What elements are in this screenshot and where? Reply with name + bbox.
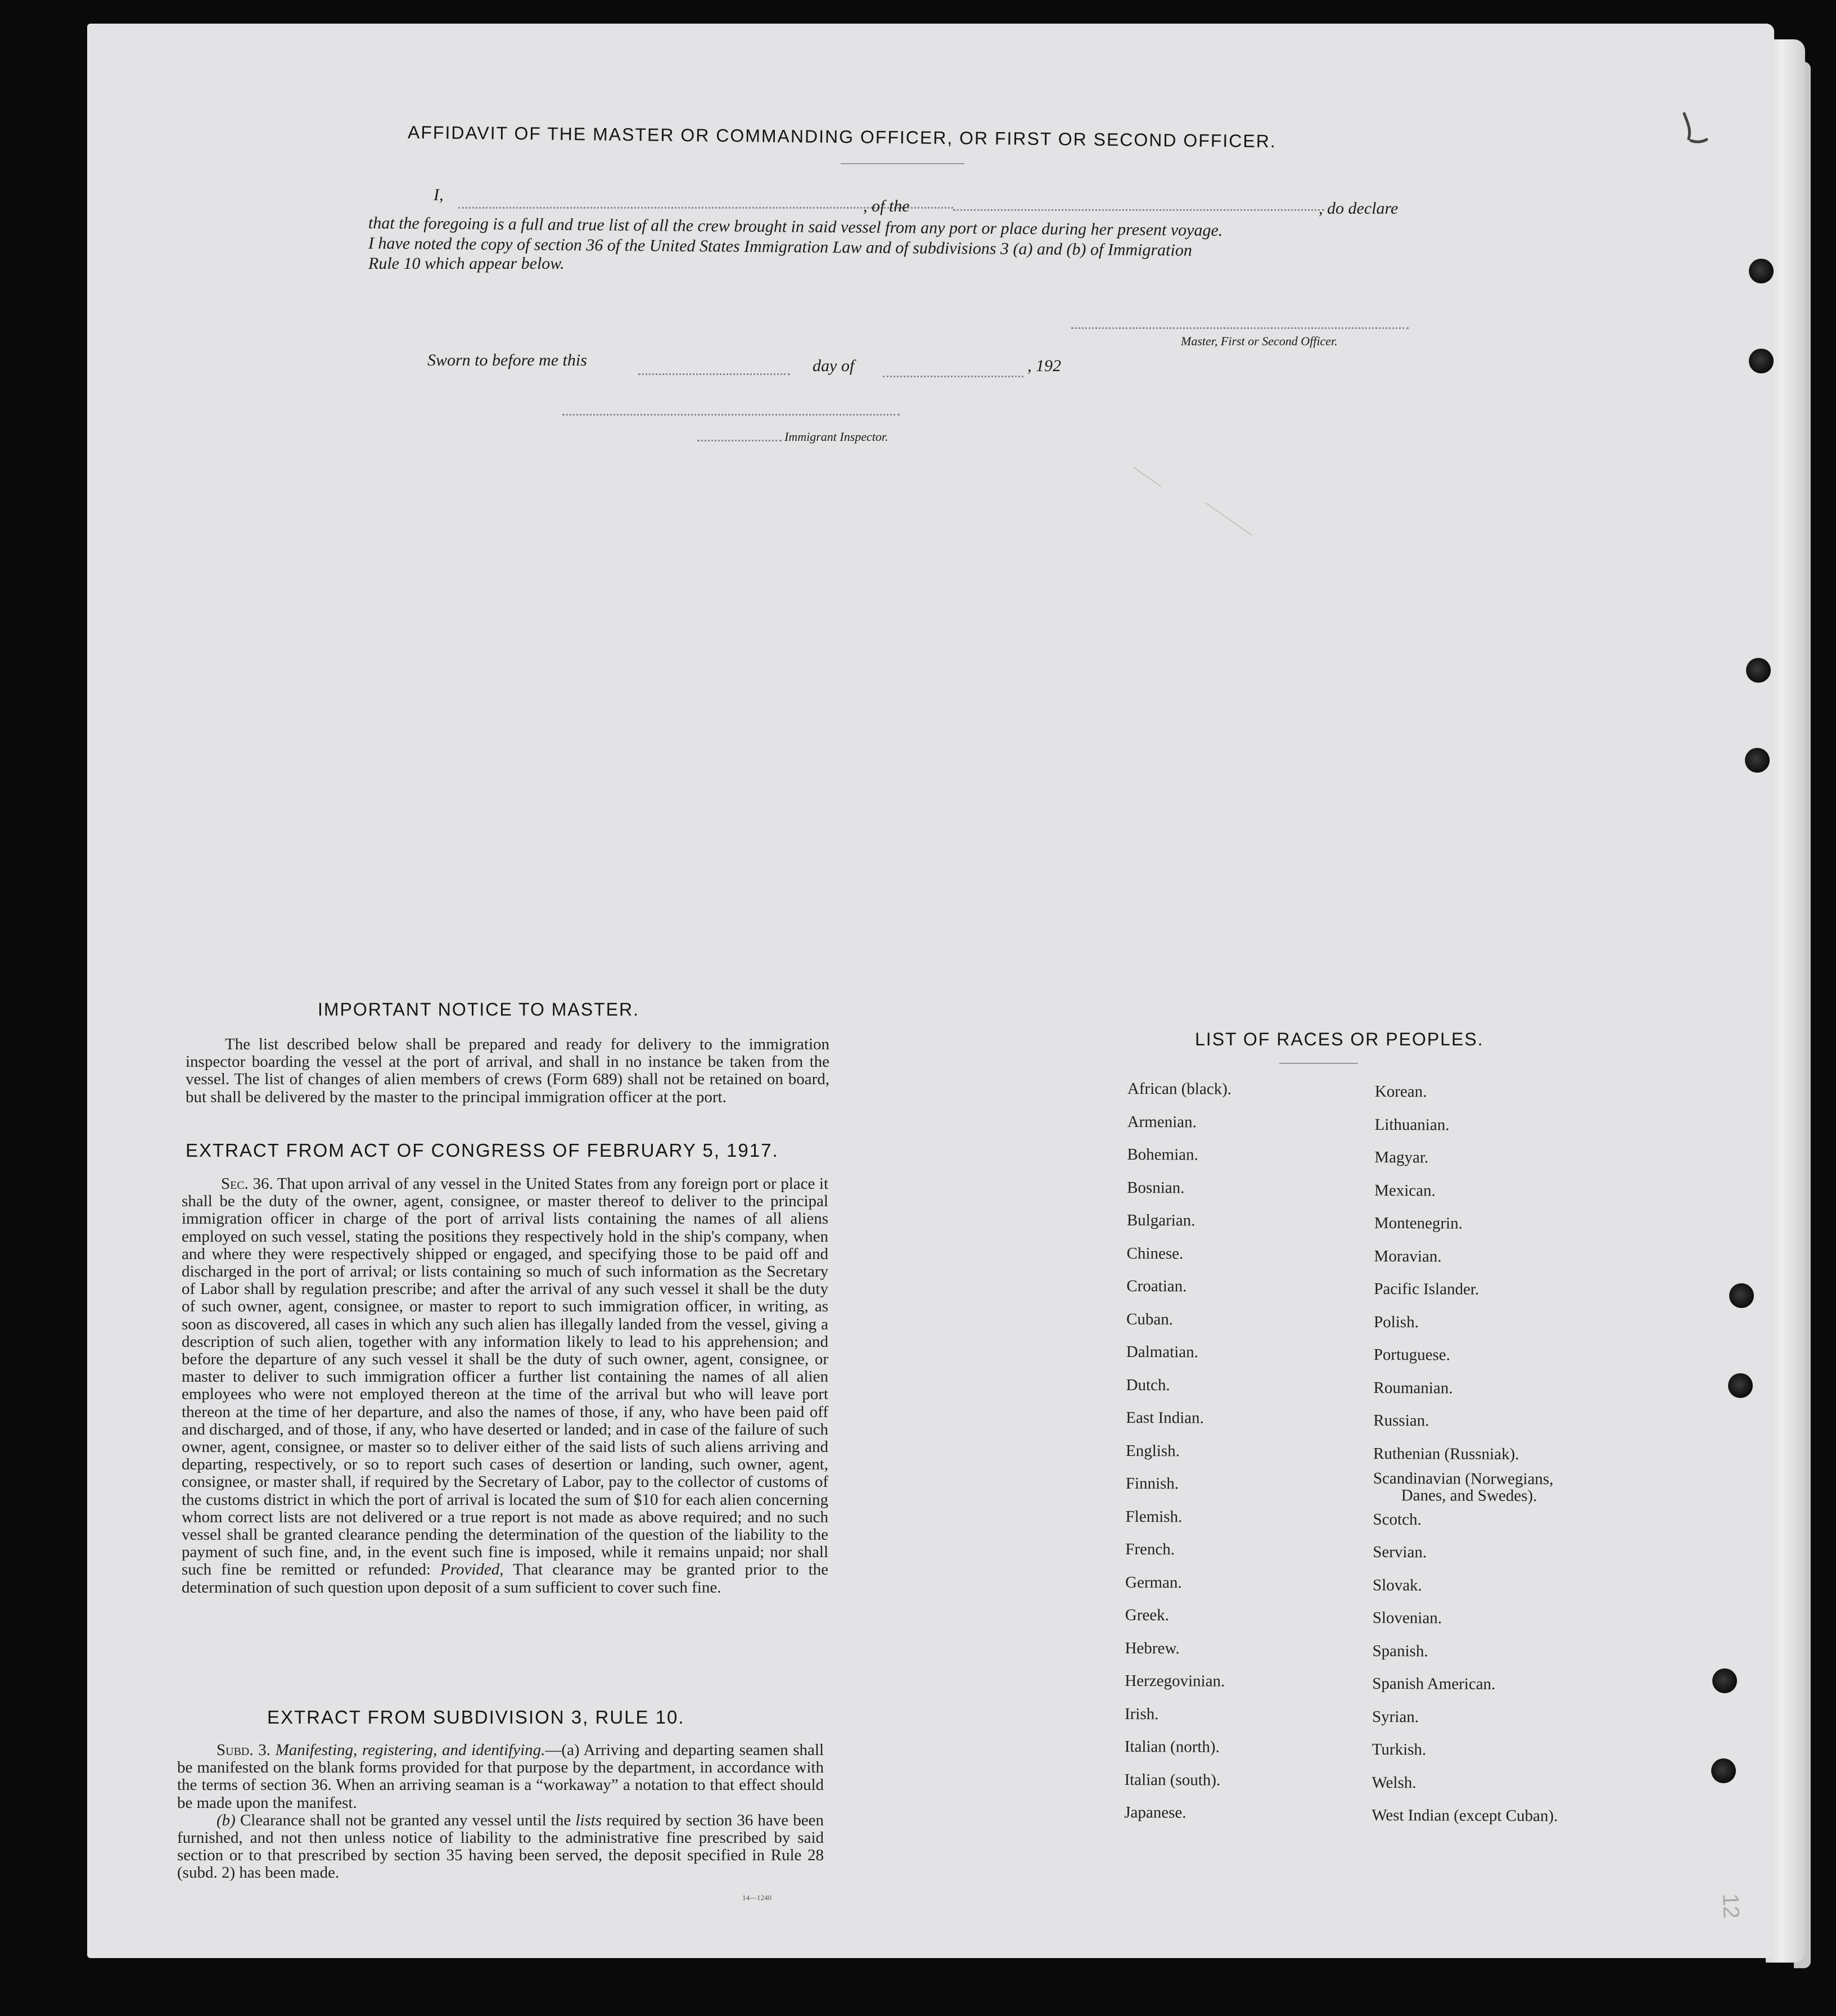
race-item: Dutch. (1126, 1375, 1170, 1394)
subd-b-text-2: required by section 36 have been furnished, and not then unless notice of liability to the administrative fine prescribed by said section or to that prescribed by section 35 having been served, the deposit specified in Rule 28 (subd. 2) has been made. (177, 1811, 824, 1882)
month-blank (883, 376, 1023, 377)
master-signature-blank (1071, 327, 1409, 329)
race-item: Servian. (1373, 1543, 1427, 1562)
race-item: Lithuanian. (1374, 1115, 1450, 1134)
race-item: Montenegrin. (1374, 1214, 1463, 1233)
race-item: Armenian. (1127, 1112, 1197, 1131)
subd-b-text-1: Clearance shall not be granted any vessel until the (240, 1811, 571, 1829)
provided-word: Provided, (440, 1561, 504, 1579)
master-caption: Master, First or Second Officer. (1181, 334, 1338, 348)
binder-hole (1711, 1758, 1736, 1783)
vessel-blank (953, 209, 1324, 211)
race-item: Russian. (1373, 1411, 1429, 1430)
race-item: German. (1125, 1573, 1182, 1591)
race-item: Polish. (1374, 1313, 1419, 1331)
race-item-line: Scandinavian (Norwegians, (1373, 1469, 1554, 1489)
race-item: Magyar. (1374, 1148, 1429, 1167)
sworn-text: Sworn to before me this (427, 351, 587, 369)
affidavit-line-2: that the foregoing is a full and true list of all the crew brought in said vessel from any port or place during her present voyage. (368, 214, 1223, 240)
race-item: Turkish. (1372, 1740, 1427, 1759)
binder-hole (1728, 1373, 1753, 1398)
race-item: West Indian (except Cuban). (1372, 1806, 1558, 1825)
binder-hole (1746, 658, 1771, 683)
extract-act-body (182, 1175, 828, 1596)
affidavit-line-3: I have noted the copy of section 36 of the United States Immigration Law and of subdivisions 3 (a) and (b) of Immigration (368, 234, 1192, 260)
subd-a-text: —(a) Arriving and departing seamen shall be manifested on the blank forms provided for that purpose by the department, in accordance with the terms of section 36. When an arriving seaman is a “workaway” a notation to that effect should be made upon the manifest. (177, 1741, 824, 1812)
scuff-mark (1133, 467, 1161, 487)
race-item: African (black). (1127, 1079, 1232, 1098)
subd-label: Subd. 3. (216, 1741, 270, 1759)
race-item: Slovak. (1372, 1576, 1422, 1594)
race-item: Ruthenian (Russniak). (1373, 1444, 1519, 1463)
subd-b-label: (b) (216, 1811, 236, 1829)
binder-hole (1749, 349, 1774, 373)
race-item: Flemish. (1125, 1507, 1183, 1526)
race-item: Croatian. (1126, 1277, 1187, 1296)
race-item: Welsh. (1372, 1773, 1417, 1792)
race-item (1373, 1470, 1559, 1504)
sec-text: That upon arrival of any vessel in the United States from any foreign port or place it shall be the duty of the owner, agent, consignee, or master thereof to deliver to the principal immigration officer in charge of the port of arrival lists containing the names of all aliens employed on such vessel, stating the positions they respectively hold in the ship's company, when and where they were respectively shipped or engaged, and specifying those to be paid off and discharged in the port of arrival; or lists containing so much of such information as the Secretary of Labor shall by regulation prescribe; and after the arrival of any such vessel it shall be the duty of such owner, agent, consignee, or master to report to such immigration officer, in writing, as soon as discovered, all cases in which any such alien has illegally landed from the vessel, giving a description of such alien, together with any information likely to lead to his apprehension; and before the departure of any such vessel it shall be the duty of such owner, agent, consignee, or master to deliver to such immigration officer a further list containing the names of all alien employees who were not employed thereon at the time of the arrival but who will leave port thereon at the time of her departure, and also the names of those, if any, who have been paid off and discharged, and of those, if any, who have deserted or landed; and in case of the failure of such owner, agent, consignee, or master so to deliver either of the said lists of such aliens arriving and departing, respectively, or so to report such cases of desertion or landing, such owner, agent, consignee, or master shall, if required by the Secretary of Labor, pay to the collector of customs of the customs district in which the port of arrival is located the sum of $10 for each alien concerning whom correct lists are not delivered or a true report is not made as above required; and no such vessel shall be granted clearance pending the determination of the question of the liability to the payment of such fine, and, in the event such fine is imposed, while it remains unpaid; nor shall such fine be remitted or refunded: (182, 1175, 828, 1579)
affidavit-declare: , do declare (1319, 199, 1399, 218)
scuff-mark (1205, 503, 1252, 536)
document-page (87, 24, 1774, 1958)
sec-text-end: That clearance may be granted prior to the determination of such question upon deposit of a sum sufficient to cover such fine. (182, 1561, 828, 1596)
sec-label: Sec. 36. (221, 1175, 273, 1193)
binder-hole (1729, 1283, 1754, 1308)
race-item: Korean. (1374, 1082, 1427, 1101)
race-item: Finnish. (1125, 1474, 1179, 1493)
race-item: English. (1125, 1441, 1180, 1460)
extract-rule-title: EXTRACT FROM SUBDIVISION 3, RULE 10. (267, 1707, 685, 1728)
pencil-mark-icon (1679, 108, 1712, 147)
race-item: Syrian. (1372, 1707, 1419, 1726)
race-item: Irish. (1124, 1704, 1159, 1723)
race-item: Greek. (1125, 1605, 1169, 1625)
race-item: Scotch. (1373, 1510, 1422, 1528)
race-item: Italian (south). (1124, 1770, 1221, 1789)
race-item: Bulgarian. (1126, 1211, 1196, 1230)
extract-rule-body (177, 1742, 824, 1882)
extract-act-title: EXTRACT FROM ACT OF CONGRESS OF FEBRUARY 5, 1917. (186, 1140, 779, 1161)
race-item: East Indian. (1126, 1408, 1204, 1427)
inspector-signature-blank (562, 414, 900, 416)
affidavit-of-the: , of the (863, 197, 910, 215)
inspector-caption-lead (697, 440, 782, 441)
notice-text: The list described below shall be prepared and ready for delivery to the immigration inspector boarding the vessel at the port of arrival, and shall in no instance be taken from the vessel. The list of changes of alien members of crews (Form 689) shall not be retained on board, but shall be delivered by the master to the principal immigration officer at the port. (186, 1035, 829, 1106)
subd-heading: Manifesting, registering, and identifying. (275, 1741, 545, 1759)
race-item: Japanese. (1124, 1803, 1187, 1822)
race-item: Spanish American. (1372, 1674, 1496, 1693)
form-number: 14—1240 (742, 1893, 772, 1902)
race-item: Bohemian. (1127, 1145, 1198, 1164)
binder-hole (1749, 259, 1774, 283)
binder-hole (1745, 748, 1770, 773)
margin-note: 12 (1717, 1893, 1744, 1919)
race-item: Hebrew. (1125, 1639, 1180, 1657)
binder-hole (1712, 1668, 1737, 1693)
race-item: Italian (north). (1124, 1737, 1220, 1756)
races-left-column (1124, 1072, 1231, 1829)
race-item: Bosnian. (1127, 1178, 1185, 1197)
race-item: Pacific Islander. (1374, 1279, 1479, 1298)
notice-title: IMPORTANT NOTICE TO MASTER. (318, 999, 639, 1020)
race-item: Moravian. (1374, 1247, 1442, 1266)
inspector-caption: Immigrant Inspector. (784, 430, 888, 444)
race-item: Slovenian. (1372, 1608, 1442, 1627)
subd-b-lists: lists (575, 1811, 602, 1829)
race-item: Roumanian. (1373, 1378, 1453, 1397)
races-right-column (1372, 1075, 1561, 1833)
year-text: , 192 (1027, 357, 1061, 375)
day-of-text: day of (813, 357, 855, 375)
title-underline (841, 163, 964, 164)
race-item: Chinese. (1126, 1244, 1184, 1262)
affidavit-title: AFFIDAVIT OF THE MASTER OR COMMANDING OFFICER, OR FIRST OR SECOND OFFICER. (407, 122, 1276, 152)
race-item-line: Danes, and Swedes). (1401, 1486, 1537, 1505)
race-item: Spanish. (1372, 1641, 1428, 1660)
races-title: LIST OF RACES OR PEOPLES. (1195, 1029, 1484, 1049)
race-item: Portuguese. (1373, 1345, 1451, 1364)
race-item: French. (1125, 1540, 1175, 1559)
affidavit-i: I, (434, 186, 444, 204)
race-item: Herzegovinian. (1125, 1671, 1225, 1690)
affidavit-line-4: Rule 10 which appear below. (368, 254, 565, 273)
race-item: Cuban. (1126, 1310, 1174, 1328)
races-title-underline (1279, 1063, 1358, 1064)
sworn-day-blank (638, 373, 790, 375)
race-item: Mexican. (1374, 1181, 1436, 1199)
race-item: Dalmatian. (1126, 1342, 1198, 1361)
